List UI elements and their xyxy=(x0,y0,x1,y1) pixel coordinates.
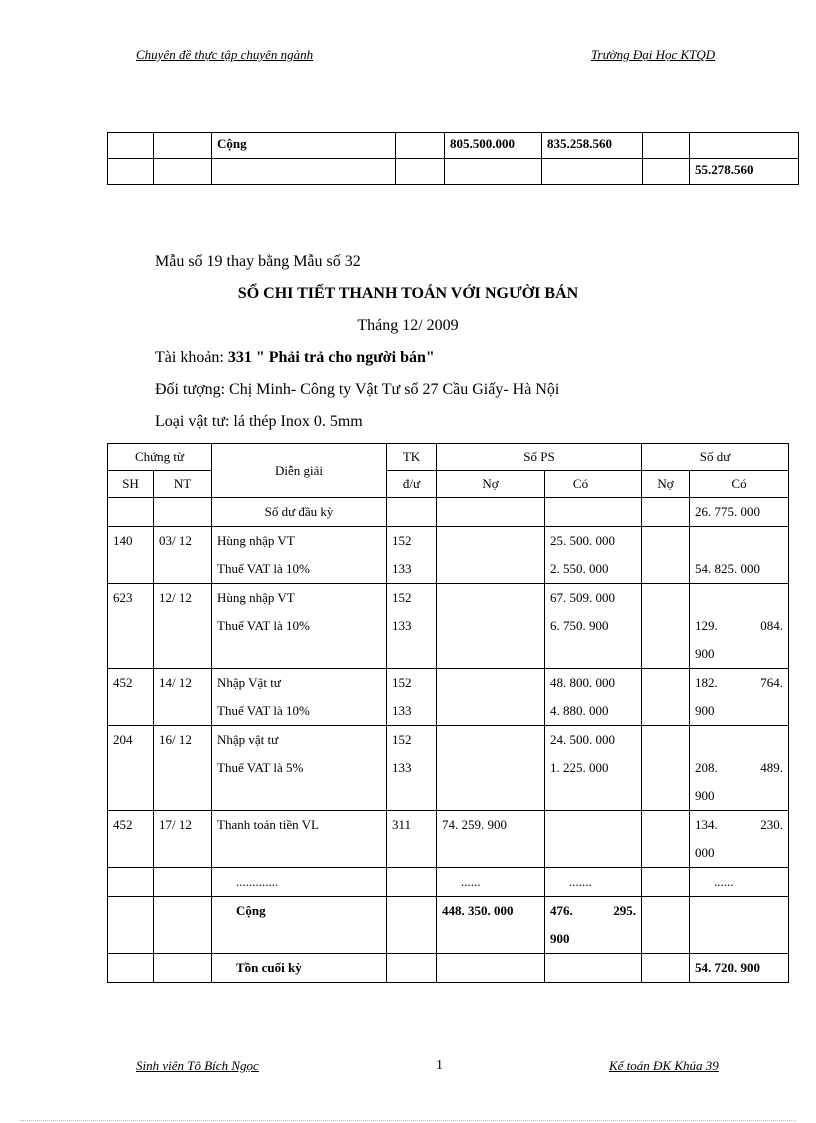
total-debit: 448. 350. 000 xyxy=(437,897,545,954)
cell-tk: 152 133 xyxy=(387,726,437,811)
cell-desc: Thanh toán tiền VL xyxy=(212,811,387,868)
month-line: Tháng 12/ 2009 xyxy=(357,317,459,334)
col-sh: SH xyxy=(108,471,154,498)
carryover-balance: 55.278.560 xyxy=(690,159,799,185)
cell-sh: 204 xyxy=(108,726,154,811)
cell-balance: 54. 825. 000 xyxy=(690,527,789,584)
cell-nt: 03/ 12 xyxy=(154,527,212,584)
carryover-table xyxy=(107,132,799,185)
table-row xyxy=(108,584,789,669)
form-line: Mẫu số 19 thay bằng Mẫu số 32 xyxy=(155,253,361,270)
cell-tk: 152 133 xyxy=(387,584,437,669)
dots-debit: ...... xyxy=(437,868,545,897)
cell-balance: 134. 230. 000 xyxy=(690,811,789,868)
cell-credit: 67. 509. 000 6. 750. 900 xyxy=(545,584,642,669)
cell-nt: 17/ 12 xyxy=(154,811,212,868)
table-row xyxy=(108,159,799,185)
col-tk: TK xyxy=(387,444,437,471)
table-row xyxy=(108,954,789,983)
table-row xyxy=(108,811,789,868)
material-line: Loại vật tư: lá thép Inox 0. 5mm xyxy=(155,413,363,430)
cell-desc: Hùng nhập VT Thuế VAT là 10% xyxy=(212,584,387,669)
header-left: Chuyên đề thực tập chuyên ngành xyxy=(136,47,314,62)
cell-tk: 152 133 xyxy=(387,527,437,584)
footer-left: Sinh viên Tô Bích Ngọc xyxy=(136,1058,259,1073)
account-line xyxy=(155,349,435,367)
cell-sh: 140 xyxy=(108,527,154,584)
cell-desc: Nhập vật tư Thuế VAT là 5% xyxy=(212,726,387,811)
object-line: Đối tượng: Chị Minh- Công ty Vật Tư số 27 Cầu Giấy- Hà Nội xyxy=(155,381,560,398)
cell-nt: 16/ 12 xyxy=(154,726,212,811)
col-du-no: Nợ xyxy=(642,471,690,498)
cell-nt: 12/ 12 xyxy=(154,584,212,669)
ledger-table xyxy=(107,443,789,983)
page-title: SỔ CHI TIẾT THANH TOÁN VỚI NGƯỜI BÁN xyxy=(237,285,579,302)
dots-balance: ...... xyxy=(690,868,789,897)
col-ps-no: Nợ xyxy=(437,471,545,498)
col-dien-giai: Diễn giải xyxy=(212,444,387,498)
cell-credit: 25. 500. 000 2. 550. 000 xyxy=(545,527,642,584)
account-label: Tài khoản: xyxy=(155,349,228,366)
col-ps-co: Có xyxy=(545,471,642,498)
footer-right: Kế toán ĐK Khúa 39 xyxy=(609,1058,719,1073)
table-row xyxy=(108,498,789,527)
total-credit: 835.258.560 xyxy=(542,133,643,159)
cell-desc: Hùng nhập VT Thuế VAT là 10% xyxy=(212,527,387,584)
cell-balance: 129. 084. 900 xyxy=(690,584,789,669)
opening-balance: 26. 775. 000 xyxy=(690,498,789,527)
col-so-du: Số dư xyxy=(642,444,789,471)
col-du-co: Có xyxy=(690,471,789,498)
table-row xyxy=(108,133,799,159)
total-credit: 476. 295. 900 xyxy=(545,897,642,954)
page-number: 1 xyxy=(436,1058,443,1073)
cell-desc: Nhập Vật tư Thuế VAT là 10% xyxy=(212,669,387,726)
total-label: Cộng xyxy=(212,133,396,159)
header-right: Trường Đại Học KTQD xyxy=(591,47,716,62)
dots-desc: ............. xyxy=(212,868,387,897)
table-row xyxy=(108,669,789,726)
cell-sh: 623 xyxy=(108,584,154,669)
cell-balance: 208. 489. 900 xyxy=(690,726,789,811)
col-chung-tu: Chứng từ xyxy=(108,444,212,471)
cell-sh: 452 xyxy=(108,669,154,726)
table-row xyxy=(108,897,789,954)
opening-desc: Số dư đầu kỳ xyxy=(212,498,387,527)
total-debit: 805.500.000 xyxy=(445,133,542,159)
col-nt: NT xyxy=(154,471,212,498)
table-row xyxy=(108,868,789,897)
dots-credit: ....... xyxy=(545,868,642,897)
table-header-row xyxy=(108,444,789,471)
total-desc: Cộng xyxy=(212,897,387,954)
cell-credit: 48. 800. 000 4. 880. 000 xyxy=(545,669,642,726)
closing-desc: Tồn cuối kỳ xyxy=(212,954,387,983)
cell-credit: 24. 500. 000 1. 225. 000 xyxy=(545,726,642,811)
cell-balance: 182. 764. 900 xyxy=(690,669,789,726)
cell-tk: 311 xyxy=(387,811,437,868)
closing-balance: 54. 720. 900 xyxy=(690,954,789,983)
cell-tk: 152 133 xyxy=(387,669,437,726)
cell-sh: 452 xyxy=(108,811,154,868)
table-row xyxy=(108,726,789,811)
table-row xyxy=(108,527,789,584)
col-so-ps: Số PS xyxy=(437,444,642,471)
cell-nt: 14/ 12 xyxy=(154,669,212,726)
account-value: 331 " Phải trả cho người bán" xyxy=(227,349,435,366)
col-tk-du: đ/ư xyxy=(387,471,437,498)
page-divider xyxy=(20,1120,796,1121)
cell-debit: 74. 259. 900 xyxy=(437,811,545,868)
table-header-row xyxy=(108,471,789,498)
